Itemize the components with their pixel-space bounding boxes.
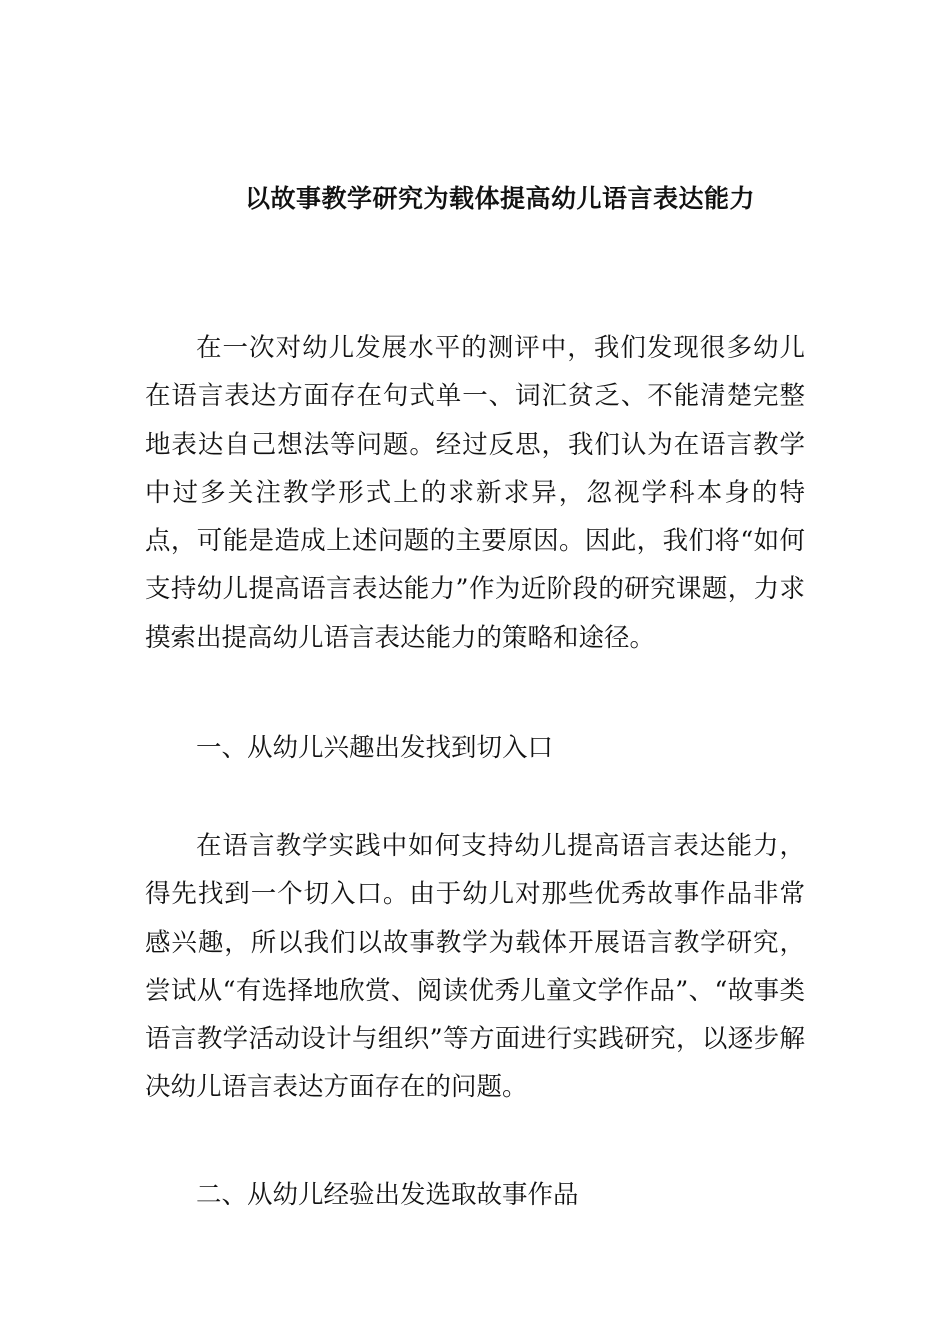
paragraph-intro: 在一次对幼儿发展水平的测评中，我们发现很多幼儿在语言表达方面存在句式单一、词汇贫乏、不能清楚完整地表达自己想法等问题。经过反思，我们认为在语言教学中过多关注教学形式上的求新求异，忽视学科本身的特点，可能是造成上述问题的主要原因。因此，我们将“如何支持幼儿提高语言表达能力”作为近阶段的研究课题，力求摸索出提高幼儿语言表达能力的策略和途径。 — [145, 333, 805, 653]
section-heading-1: 一、从幼儿兴趣出发找到切入口 — [196, 733, 554, 763]
paragraph-section-1: 在语言教学实践中如何支持幼儿提高语言表达能力，得先找到一个切入口。由于幼儿对那些优秀故事作品非常感兴趣，所以我们以故事教学为载体开展语言教学研究，尝试从“有选择地欣赏、阅读优秀儿童文学作品”、“故事类语言教学活动设计与组织”等方面进行实践研究，以逐步解决幼儿语言表达方面存在的问题。 — [145, 831, 805, 1103]
document-title: 以故事教学研究为载体提高幼儿语言表达能力 — [244, 184, 755, 213]
section-heading-2: 二、从幼儿经验出发选取故事作品 — [196, 1180, 579, 1210]
